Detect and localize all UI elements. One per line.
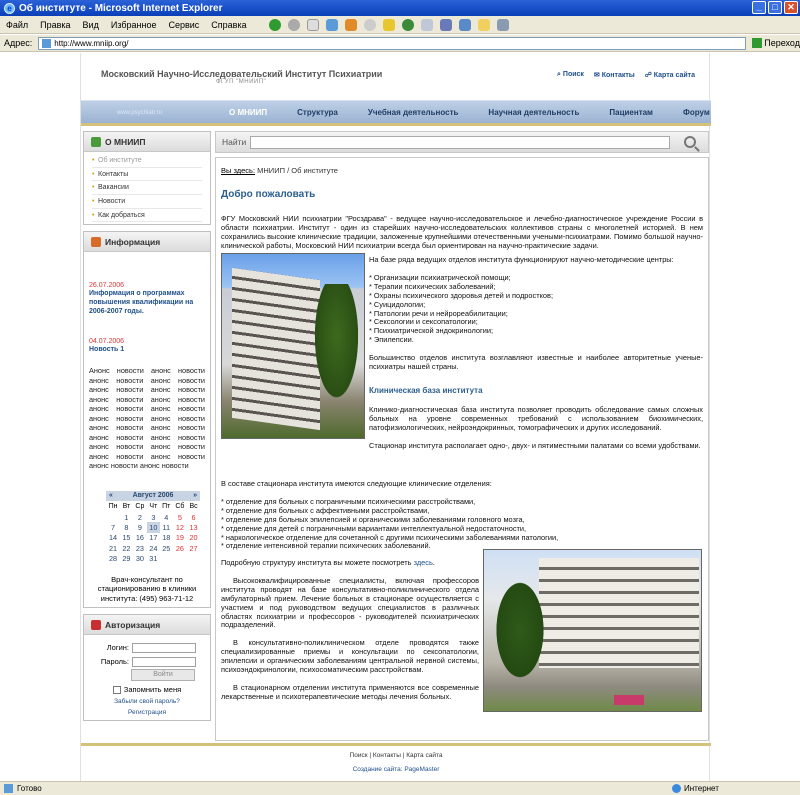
clinical-base-heading: Клиническая база института (369, 385, 483, 395)
page-title: Добро пожаловать (221, 189, 316, 200)
edit-icon[interactable] (459, 19, 471, 31)
footer-links: Поиск | Контакты | Карта сайта (349, 752, 443, 759)
calendar-day (106, 512, 120, 522)
center-item: * Охраны психического здоровья детей и подростков; (369, 290, 554, 300)
calendar-day[interactable]: 11 (162, 523, 171, 533)
page-icon (42, 39, 51, 48)
messenger-icon[interactable] (478, 19, 490, 31)
department-item: * отделение интенсивной терапии психических заболеваний. (221, 541, 431, 551)
department-item: * отделение для больных с аффективными расстройствами, (221, 505, 430, 515)
breadcrumb-current: Об институте (291, 166, 338, 175)
treatment-paragraph: В стационарном отделении института применяются все современные лекарственные и психотерапевтические методы лечения больных. (221, 682, 479, 701)
site-header (81, 53, 711, 98)
calendar-weekday: Сб (175, 502, 185, 510)
calendar-day[interactable]: 29 (122, 554, 131, 564)
about-item-vacancies[interactable]: • Вакансии (92, 181, 202, 195)
calendar-day[interactable]: 25 (162, 543, 171, 553)
info-box (83, 231, 211, 608)
about-item-institute[interactable]: • Об институте (92, 154, 202, 168)
calendar-day[interactable]: 4 (164, 512, 169, 522)
calendar-day[interactable]: 24 (149, 543, 158, 553)
calendar-grid (106, 501, 200, 564)
refresh-icon[interactable] (326, 19, 338, 31)
doctor-consultant-info: Врач-консультант по стационированию в клиники института: (495) 963-71-12 (97, 574, 197, 603)
print-icon[interactable] (440, 19, 452, 31)
center-item: * Суицидологии; (369, 299, 426, 309)
top-link-search-label: Поиск (562, 71, 584, 78)
top-link-sitemap[interactable]: ☍ Карта сайта (644, 72, 695, 79)
nav-item-science[interactable]: Научная деятельность (488, 108, 580, 117)
calendar-day[interactable]: 20 (189, 533, 198, 543)
center-item: * Организации психиатрической помощи; (369, 272, 511, 282)
nav-item-about[interactable]: О МНИИП (229, 108, 268, 117)
status-text: Готово (17, 784, 42, 793)
calendar-day[interactable]: 1 (124, 512, 129, 522)
search-label: Найти (222, 137, 247, 147)
top-link-contacts-label: Контакты (601, 72, 635, 79)
calendar-day[interactable]: 14 (108, 533, 118, 543)
news-title[interactable]: Информация о программах повышения квалификации на 2006-2007 годы. (89, 290, 194, 316)
intro-paragraph: ФГУ Московский НИИ психиатрии "Росздрава" - ведущее научно-исследовательское и лечебно-диагностическое учреждение России в области психиатрии. Институт - один из старейших научно-исследовательских коллективов страны с многолетней историей. В нем сохранились высокие клинические традиции, заложенные крупнейшими отечественными учеными-психиатрами. Помимо большой научно-клинической работы, Московский НИИ психиатрии всегда был ориентирован на научно-практические задачи. (221, 214, 703, 250)
left-column (83, 131, 211, 727)
department-item: * отделение для больных эпилепсией и органическими заболеваниями головного мозга, (221, 514, 525, 524)
register-link[interactable]: Регистрация (128, 709, 166, 717)
menu-favorites[interactable]: Избранное (110, 19, 157, 30)
center-item: * Сексологии и сексопатологии; (369, 317, 478, 327)
calendar-day[interactable]: 30 (135, 554, 144, 564)
hospital-rooms-paragraph: Стационар института располагает одно-, двух- и пятиместными палатами со всеми удобствами. (369, 440, 701, 450)
address-input[interactable] (38, 37, 746, 50)
news-title[interactable]: Новость 1 (89, 346, 125, 354)
calendar-weekday: Пт (162, 502, 171, 510)
structure-text: Подробную структуру института вы можете посмотреть (221, 558, 412, 567)
favorites-icon[interactable] (383, 19, 395, 31)
page-status-icon (4, 784, 13, 793)
stop-icon[interactable] (307, 19, 319, 31)
center-item: * Терапии психических заболеваний; (369, 281, 496, 291)
center-item: * Эпилепсии. (369, 335, 414, 345)
center-item: * Психиатрической эндокринологии; (369, 326, 494, 336)
site-subtitle: ФГУП "МНИИП" (216, 79, 267, 85)
close-button[interactable]: ✕ (784, 1, 798, 14)
calendar-day[interactable]: 12 (175, 523, 184, 533)
home-icon[interactable] (345, 19, 357, 31)
auth-box-header (84, 615, 210, 635)
calendar-next-button[interactable]: » (193, 492, 197, 500)
centers-section (369, 256, 703, 451)
about-item-contacts[interactable]: • Контакты (92, 168, 202, 182)
calendar-header (106, 491, 200, 501)
calendar-day[interactable]: 15 (122, 533, 131, 543)
go-label: Переход (764, 38, 800, 48)
news-date: 04.07.2006 (89, 338, 125, 346)
calendar-day[interactable]: 17 (149, 533, 158, 543)
structure-link[interactable]: здесь (413, 558, 433, 567)
address-url: http://www.mniip.org/ (54, 38, 129, 48)
password-input[interactable] (132, 657, 196, 667)
calendar-day[interactable]: 28 (108, 554, 118, 564)
about-item-news[interactable]: • Новости (92, 195, 202, 209)
news-date: 26.07.2006 (89, 282, 125, 290)
nav-item-patients[interactable]: Пациентам (609, 108, 653, 117)
nav-item-forum[interactable]: Форум (682, 108, 710, 117)
site-footer (81, 743, 711, 781)
specialists-paragraph: Высококвалифицированные специалисты, включая профессоров института проводят на базе консультативно-поликлинического отдела амбулаторный прием. Лечение больных в стационаре осуществляется с участием и под руководством ведущих специалистов в различных областях психиатрии и профессоров - руководителей психиатрических подразделений. (221, 575, 479, 630)
departments-heads: Большинство отделов института возглавляют известные и наиболее авторитетные ученые-психиатры нашей страны. (369, 353, 703, 372)
login-input[interactable] (132, 643, 196, 653)
window-titlebar (0, 0, 800, 16)
calendar-day[interactable]: 3 (151, 512, 156, 522)
calendar-day[interactable]: 2 (137, 512, 142, 522)
go-button[interactable] (752, 38, 800, 48)
calendar-day[interactable]: 8 (124, 523, 129, 533)
calendar-day[interactable]: 5 (177, 512, 182, 522)
history-icon[interactable] (402, 19, 414, 31)
center-item: * Патологии речи и нейрореабилитации; (369, 308, 508, 318)
about-box-title: О МНИИП (105, 136, 146, 147)
calendar-day[interactable]: 9 (137, 523, 142, 533)
footer-link-sitemap[interactable]: Карта сайта (406, 752, 443, 759)
info-icon (91, 237, 101, 247)
calendar-day[interactable]: 23 (135, 543, 144, 553)
calendar-day[interactable]: 21 (108, 543, 118, 553)
menu-edit[interactable]: Правка (40, 19, 71, 30)
calendar-day[interactable]: 10 (147, 522, 160, 532)
page-viewport (0, 53, 800, 781)
lock-icon (91, 620, 101, 630)
calendar-day[interactable]: 22 (122, 543, 131, 553)
info-box-title: Информация (105, 236, 161, 247)
remember-label: Запомнить меня (123, 685, 182, 695)
breadcrumb (221, 166, 703, 175)
search-bar (215, 131, 709, 153)
nav-site-link[interactable]: www.psychiatr.ru (117, 110, 163, 116)
address-label: Адрес: (4, 38, 33, 48)
nav-item-structure[interactable]: Структура (297, 108, 338, 117)
department-item: * отделение для детей с пограничными вариантами интеллектуальной недостаточности, (221, 523, 527, 533)
calendar-day[interactable]: 27 (189, 543, 198, 553)
calendar-day[interactable]: 13 (189, 523, 198, 533)
search-icon[interactable] (364, 19, 376, 31)
mail-icon[interactable] (421, 19, 433, 31)
calendar (106, 491, 200, 564)
breadcrumb-separator: / (287, 166, 290, 175)
breadcrumb-label: Вы здесь: (221, 166, 256, 175)
calendar-weekday: Чт (149, 502, 158, 510)
auth-box-title: Авторизация (105, 619, 161, 630)
breadcrumb-parent[interactable]: МНИИП (257, 166, 285, 175)
calendar-day[interactable]: 16 (135, 533, 144, 543)
forgot-password-link[interactable]: Забыли свой пароль? (114, 698, 180, 706)
structure-link-paragraph: Подробную структуру института вы можете посмотреть здесь. (221, 558, 435, 567)
main-nav (81, 100, 711, 126)
main-content (215, 157, 709, 741)
calendar-weekday: Ср (135, 502, 145, 510)
calendar-day (173, 554, 187, 564)
info-box-header (84, 232, 210, 252)
departments-section (221, 480, 703, 551)
address-bar (0, 35, 800, 52)
menu-help[interactable]: Справка (211, 19, 247, 30)
search-input[interactable] (250, 136, 670, 149)
institute-building-photo (221, 253, 365, 439)
top-link-contacts[interactable]: ✉ Контакты (593, 72, 635, 79)
outpatient-section (221, 559, 479, 702)
login-button[interactable]: Войти (131, 669, 195, 681)
calendar-weekday: Вс (189, 502, 198, 510)
clinic-entrance-photo (483, 549, 702, 712)
about-icon (91, 137, 101, 147)
calendar-day[interactable]: 6 (191, 512, 196, 522)
calendar-prev-button[interactable]: « (109, 492, 113, 500)
zone-text: Интернет (684, 784, 719, 793)
ie-logo-icon: e (4, 3, 15, 14)
consultations-paragraph: В консультативно-поликлиническом отделе проводятся также специализированные приемы и консультации по сексопатологии, эпилепсии и органическим заболеваниям центральной нервной системы, психоэндокринологии, психосоматическим расстройствам. (221, 638, 479, 675)
centers-list (369, 274, 703, 345)
calendar-day[interactable]: 31 (149, 554, 158, 564)
footer-link-contacts[interactable]: Контакты (372, 752, 401, 759)
about-box-header (84, 132, 210, 152)
calendar-day[interactable]: 19 (175, 533, 184, 543)
forward-icon[interactable] (288, 19, 300, 31)
departments-list (221, 498, 703, 551)
site-title: Московский Научно-Исследовательский Институт Психиатрии (101, 69, 383, 79)
login-label: Логин: (106, 643, 129, 653)
back-icon[interactable] (269, 19, 281, 31)
centers-intro: На базе ряда ведущих отделов института функционируют научно-методические центры: (369, 255, 674, 264)
calendar-weekday: Вт (122, 502, 131, 510)
footer-link-search[interactable]: Поиск (349, 752, 368, 759)
nav-item-education[interactable]: Учебная деятельность (367, 108, 459, 117)
internet-zone-icon (672, 784, 681, 793)
auth-box (83, 614, 211, 721)
clinical-base-paragraph: Клинико-диагностическая база института позволяет проводить обследование самых сложных больных на уровне современных требований с использованием биохимических, патофизиологических, нейроэндокринных, томографических и других исследований. (369, 404, 703, 432)
top-link-search[interactable]: ⌕ Поиск (557, 71, 584, 78)
about-item-directions[interactable]: • Как добраться (92, 209, 202, 223)
menu-file[interactable]: Файл (6, 19, 29, 30)
department-item: * отделение для больных с пограничными психическими расстройствами, (221, 496, 476, 506)
footer-credit[interactable]: Создание сайта: PageMaster (352, 766, 440, 773)
top-link-sitemap-label: Карта сайта (653, 72, 695, 79)
search-icon[interactable] (684, 136, 696, 148)
calendar-day (187, 554, 200, 564)
maximize-button[interactable]: □ (768, 1, 782, 14)
calendar-day (160, 554, 173, 564)
menu-view[interactable]: Вид (82, 19, 99, 30)
status-bar (0, 781, 800, 795)
minimize-button[interactable]: _ (752, 1, 766, 14)
department-item: * наркологическое отделение для сочетанной с другими психическими заболеваниями патологии, (221, 532, 559, 542)
menu-tools[interactable]: Сервис (168, 19, 200, 30)
calendar-day[interactable]: 18 (162, 533, 171, 543)
remember-checkbox[interactable] (113, 686, 121, 694)
calendar-day[interactable]: 26 (175, 543, 184, 553)
news-announcement: Анонс новости анонс новости анонс новости анонс новости анонс новости анонс новости анонс новости анонс новости анонс новости анонс новости анонс новости анонс новости анонс новости анонс новости анонс новости анонс новости анонс новости анонс новости анонс новости анонс новости анонс новости анонс новости (89, 366, 205, 471)
about-box (83, 131, 211, 225)
research-icon[interactable] (497, 19, 509, 31)
calendar-month: Август 2006 (132, 492, 174, 500)
window-title: Об институте - Microsoft Internet Explorer (19, 2, 223, 14)
departments-intro: В составе стационара института имеются следующие клинические отделения: (221, 479, 492, 488)
calendar-day[interactable]: 7 (110, 523, 116, 533)
calendar-weekday: Пн (108, 502, 118, 510)
site-container (80, 53, 710, 781)
go-arrow-icon (752, 38, 762, 48)
password-label: Пароль: (100, 657, 129, 667)
menu-bar (0, 16, 800, 34)
